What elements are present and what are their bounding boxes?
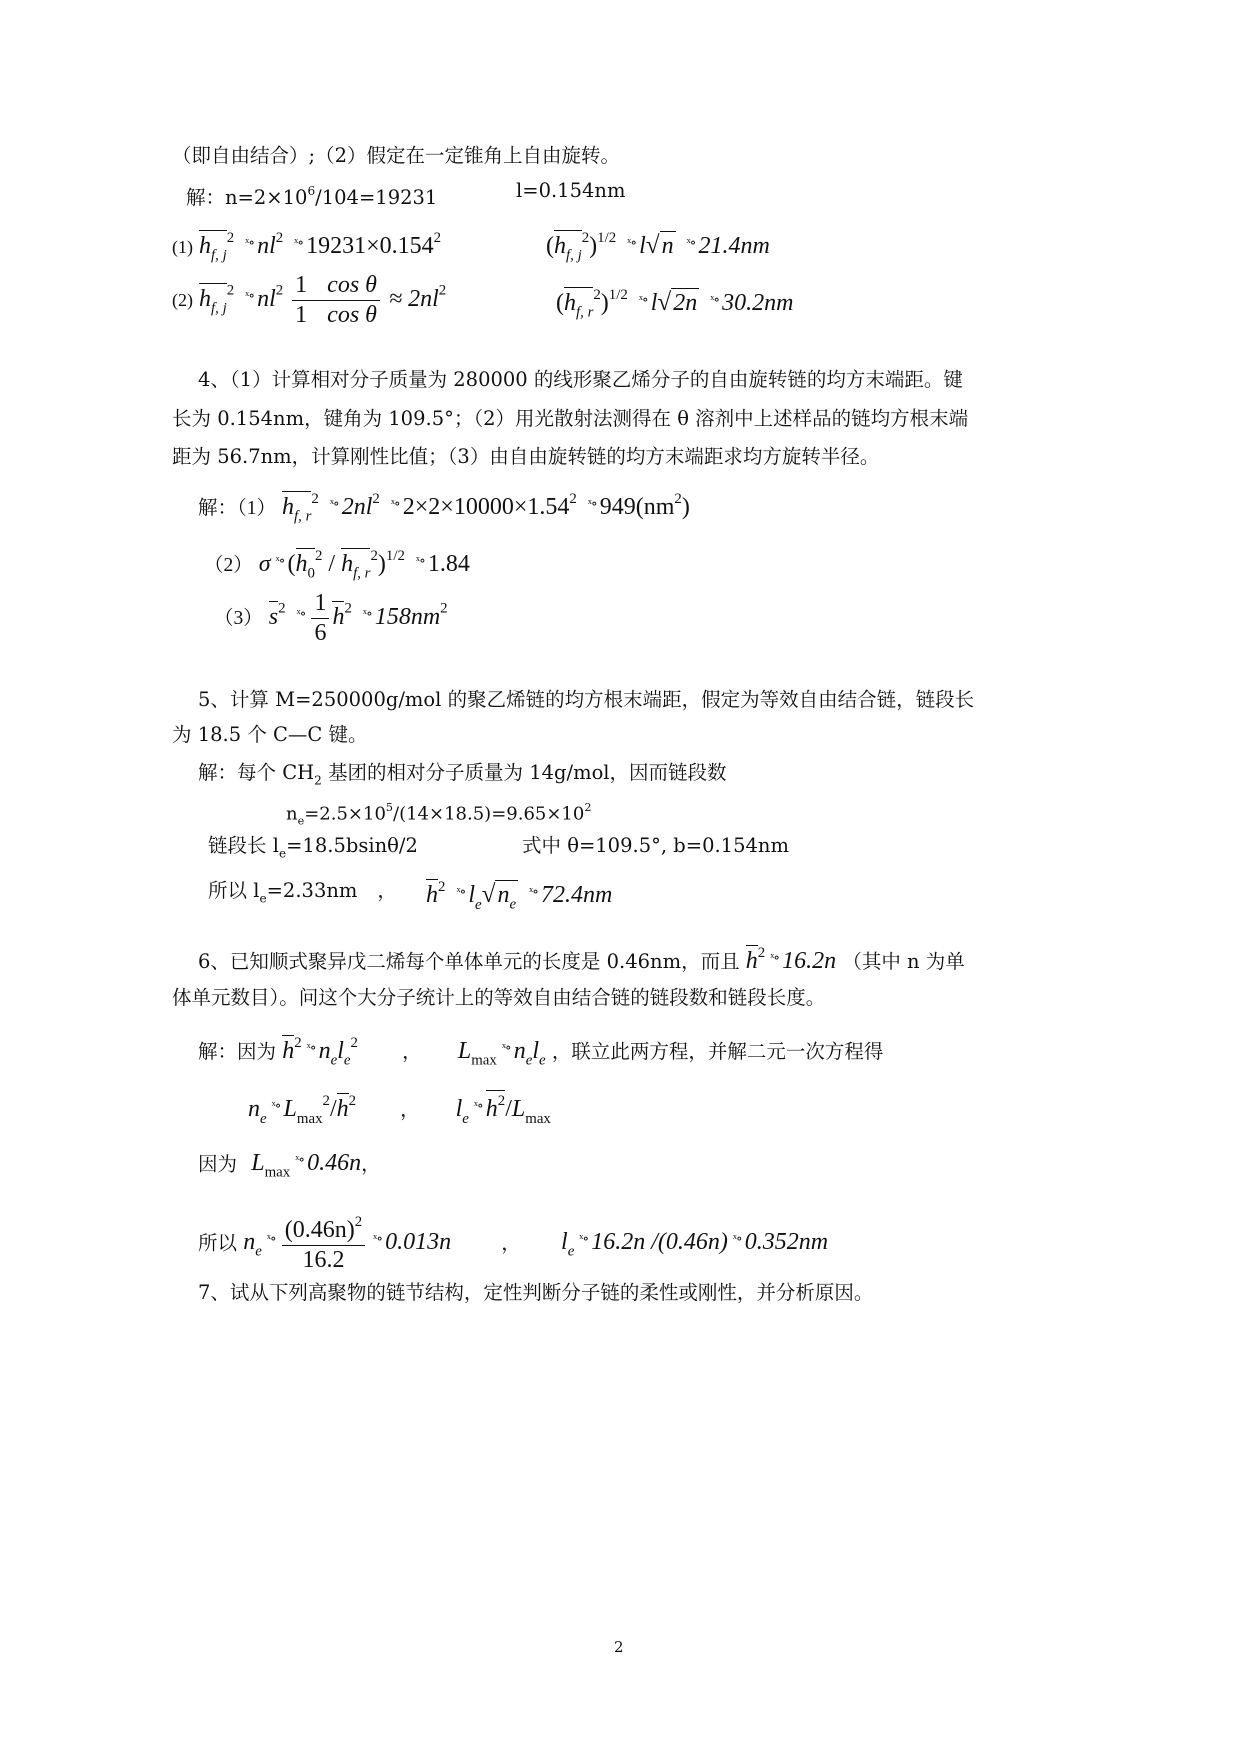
equals-sign: ˣ∘ — [266, 1232, 276, 1248]
sqrt-symbol: √ — [645, 232, 660, 260]
equation-1-left: (1) $h_{f, j}^2$ $^{ˣ\circ}$ $nl^2$ $^{ˣ\circ}$ $19231\times 0.154^2$ — [172, 230, 442, 264]
segment-length-where: 式中 θ=109.5°, b=0.154nm — [522, 834, 789, 857]
equals-sign: ˣ∘ — [501, 1040, 511, 1056]
question-4-line-1: 4、（1）计算相对分子质量为 280000 的线形聚乙烯分子的自由旋转链的均方末端距。键 — [198, 368, 963, 391]
equation-1-right: $(h_{f, j}^2)^{1/2}$ $^{ˣ\circ}$ l√n $^{ˣ\circ}$ 21.4nm — [546, 230, 770, 264]
equation-2-left: (2) $h_{f, j}^2$ $^{ˣ\circ}$ $nl^2$ $\frac{\text{1 cos θ}}{\text{1 cos θ}}$ ≈ $2nl^2$ — [172, 272, 447, 328]
question-4-answer-2: （2） σ $^{ˣ\circ}$ $(h_0^2 / h_{f, r}^2)^{1/2}$ $^{ˣ\circ}$ 1.84 — [204, 548, 470, 582]
question-5-solution: 解：每个 $CH_2$ 基团的相对分子质量为 14g/mol，因而链段数 — [198, 761, 727, 788]
segment-length-formula: 链段长 $l_e=18.5bsin\theta/2$ — [208, 834, 418, 861]
fraction: $\frac{(0.46n)^2}{16.2}$ — [282, 1214, 365, 1274]
equals-sign: ˣ∘ — [456, 884, 466, 900]
segment-count-formula: $n_e=2.5\times 10^5/(14\times 18.5)=9.65\times 10^2$ — [286, 801, 592, 828]
mean-square-overline: $h_{f, j}$ — [199, 230, 227, 264]
equals-sign: ˣ∘ — [710, 292, 720, 308]
mean-square-overline: $h_{f, r}$ — [564, 287, 593, 321]
mean-square-overline: $h_{f, j}$ — [554, 230, 582, 264]
bond-length: l=0.154nm — [516, 179, 626, 202]
question-4-line-2: 长为 0.154nm，键角为 109.5°；（2）用光散射法测得在 θ 溶剂中上述样品的链均方根末端 — [172, 407, 969, 430]
equals-sign: ˣ∘ — [686, 235, 696, 251]
rms-end-distance: $h^2$ $^{ˣ\circ}$ $l_e√n_e$ $^{ˣ\circ}$ 72.4nm — [426, 879, 613, 913]
result-line: 所以 $n_e^{ˣ\circ}$ $\frac{(0.46n)^2}{16.2}$ $^{ˣ\circ}$ 0.013n ， $l_e^{ˣ\circ}$ 16.2n /(0.46n) $^{ˣ\circ}$ 0.352nm — [198, 1214, 829, 1274]
equals-sign: ˣ∘ — [373, 1232, 383, 1248]
equals-sign: ˣ∘ — [638, 292, 648, 308]
question-6-line-2: 体单元数目）。问这个大分子统计上的等效自由结合链的链段数和链段长度。 — [172, 986, 826, 1009]
equals-sign: ˣ∘ — [587, 496, 597, 512]
question-7-line-1: 7、试从下列高聚物的链节结构，定性判断分子链的柔性或刚性，并分析原因。 — [198, 1281, 874, 1304]
question-4-answer-1: 解：（1） $h_{f, r}^2$ $^{ˣ\circ}$ $2nl^2$ $^{ˣ\circ}$ $2\times 2\times 10000\times 1.54^2$ $^{ˣ\circ}$ $949(nm^2)$ — [198, 491, 690, 525]
equals-sign: ˣ∘ — [329, 496, 339, 512]
page-number: 2 — [614, 1638, 624, 1656]
segment-length-result: 所以 $l_e=2.33nm$ ， — [208, 879, 397, 906]
question-6-solution: 解：因为 $h^2$ $^{ˣ\circ}$ $n_el_e^2$ ， $L_{max}^{ˣ\circ}$ $n_el_e$ ，联立此两方程，并解二元一次方程得 — [198, 1035, 884, 1069]
equals-sign: ˣ∘ — [306, 1040, 316, 1056]
answer-label: （2） — [204, 555, 253, 577]
segment-count-equation: $n_e^{ˣ\circ}$ $L_{max}^2/h^2$ ， $l_e^{ˣ\circ}$ $h^2/L_{max}$ — [248, 1088, 551, 1132]
equation-2-right: $(h_{f, r}^2)^{1/2}$ $^{ˣ\circ}$ l√2n $^{ˣ\circ}$ 30.2nm — [556, 287, 794, 321]
solution-text-rest: /104=19231 — [315, 186, 438, 210]
question-5-line-2: 为 18.5 个 C—C 键。 — [172, 723, 368, 746]
equals-sign: ˣ∘ — [295, 1153, 305, 1168]
equals-sign: ˣ∘ — [245, 235, 255, 251]
equals-sign: ˣ∘ — [770, 950, 780, 966]
equals-sign: ˣ∘ — [732, 1232, 742, 1248]
answer-label: 解：（1） — [198, 498, 277, 520]
intro-solution — [186, 178, 437, 211]
equals-sign: ˣ∘ — [275, 553, 285, 569]
solution-text: 解：n=2×10 — [186, 186, 308, 210]
question-4-line-3: 距为 56.7nm，计算刚性比值；（3）由自由旋转链的均方末端距求均方旋转半径。 — [172, 445, 880, 468]
sqrt-symbol: √ — [657, 289, 672, 317]
fraction: $\frac{\text{1 cos θ}}{\text{1 cos θ}}$ — [292, 272, 380, 329]
question-4-answer-3: （3） $s^2$ $^{ˣ\circ}$ $\frac{1}{6}$ $h^2$ $^{ˣ\circ}$ $158nm^2$ — [214, 590, 448, 646]
equals-sign: ˣ∘ — [390, 496, 400, 512]
equals-sign: ˣ∘ — [415, 553, 425, 569]
mean-square-overline: $h_{f, r}$ — [341, 548, 370, 582]
question-5-line-1: 5、计算 M=250000g/mol 的聚乙烯链的均方根末端距，假定为等效自由结合链，链段长 — [198, 688, 975, 711]
equals-sign: ˣ∘ — [294, 235, 304, 251]
equals-sign: ˣ∘ — [579, 1232, 589, 1248]
question-6-line-1: 6、已知顺式聚异戊二烯每个单体单元的长度是 0.46nm，而且 $h^2$ $^{ˣ\circ}$ 16.2n （其中 n 为单 — [198, 945, 965, 975]
equals-sign: ˣ∘ — [473, 1098, 483, 1114]
because-line: 因为 $L_{max}^{ˣ\circ}$ 0.46n， — [198, 1150, 381, 1181]
equation-label: (2) — [172, 289, 193, 310]
intro-line: （即自由结合）;（2）假定在一定锥角上自由旋转。 — [172, 144, 620, 167]
sqrt-symbol: √ — [481, 881, 496, 909]
equals-sign: ˣ∘ — [245, 288, 255, 304]
equals-sign: ˣ∘ — [296, 606, 306, 622]
exponent: 6 — [307, 184, 316, 198]
answer-label: （3） — [214, 607, 263, 629]
mean-square-overline: $h_{f, j}$ — [199, 283, 227, 317]
equals-sign: ˣ∘ — [627, 235, 637, 251]
equals-sign: ˣ∘ — [271, 1098, 281, 1114]
equation-label: (1) — [172, 237, 193, 258]
mean-square-overline: $h_{f, r}$ — [282, 491, 311, 525]
fraction: $\frac{1}{6}$ — [311, 590, 329, 647]
equals-sign: ˣ∘ — [362, 606, 372, 622]
equals-sign: ˣ∘ — [529, 884, 538, 900]
